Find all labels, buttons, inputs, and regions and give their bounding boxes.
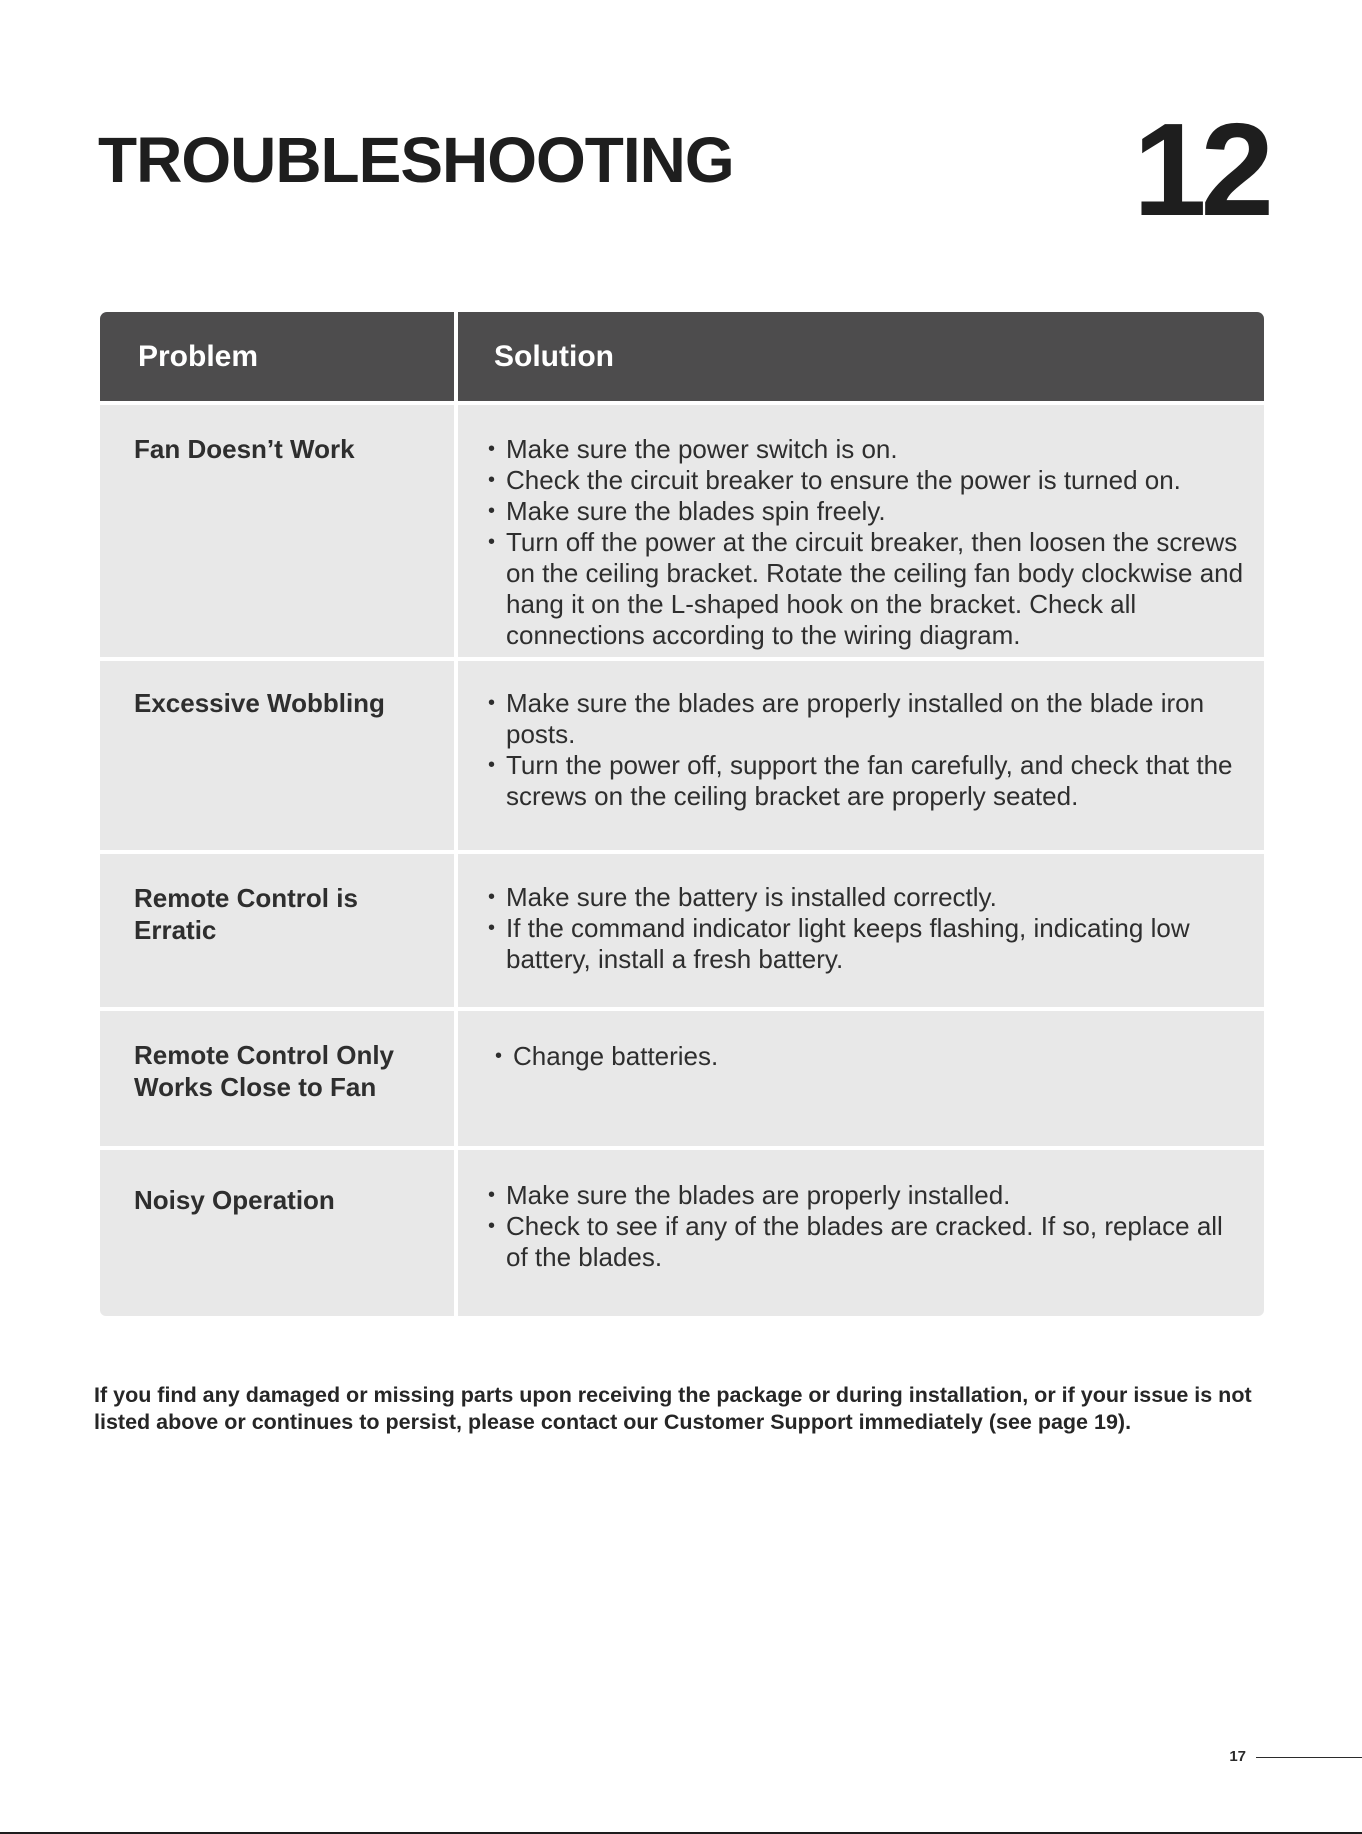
- solution-item: • Check the circuit breaker to ensure the power is turned on.: [488, 465, 1244, 496]
- solution-item: • Turn the power off, support the fan carefully, and check that the screws on the ceiling bracket are properly seated.: [488, 750, 1244, 812]
- solution-item: • Turn off the power at the circuit breaker, then loosen the screws on the ceiling bracket. Rotate the ceiling fan body clockwise and hang it on the L-shaped hook on the bracket. Check all connections according to the wiring diagram.: [488, 527, 1244, 651]
- solution-list: [488, 434, 1244, 651]
- solution-list: [495, 1041, 1244, 1072]
- solution-item: • Change batteries.: [495, 1041, 1244, 1072]
- solution-item: • Make sure the battery is installed correctly.: [488, 882, 1244, 913]
- table-row: [100, 1007, 1264, 1146]
- solution-cell: [458, 405, 1264, 657]
- problem-label: Remote Control is Erratic: [134, 883, 358, 945]
- solution-item: • If the command indicator light keeps flashing, indicating low battery, install a fresh battery.: [488, 913, 1244, 975]
- solution-item: • Make sure the blades are properly installed.: [488, 1180, 1244, 1211]
- table-header: [100, 312, 1264, 401]
- solution-cell: [458, 1011, 1264, 1146]
- table-row: [100, 1146, 1264, 1316]
- page-title: TROUBLESHOOTING: [98, 124, 734, 196]
- solution-cell: [458, 661, 1264, 850]
- problem-cell: [100, 1150, 454, 1316]
- problem-label: Excessive Wobbling: [134, 688, 385, 718]
- solution-cell: [458, 1150, 1264, 1316]
- solution-list: [488, 1180, 1244, 1273]
- table-row: [100, 401, 1264, 657]
- problem-cell: [100, 1011, 454, 1146]
- troubleshooting-table: [100, 312, 1264, 1316]
- table-row: [100, 850, 1264, 1007]
- section-number: 12: [1133, 96, 1268, 243]
- problem-cell: [100, 854, 454, 1007]
- problem-cell: [100, 661, 454, 850]
- problem-label: Fan Doesn’t Work: [134, 434, 355, 464]
- problem-cell: [100, 405, 454, 657]
- solution-item: • Check to see if any of the blades are cracked. If so, replace all of the blades.: [488, 1211, 1244, 1273]
- solution-list: [488, 688, 1244, 812]
- page-number-rule: [1256, 1757, 1362, 1758]
- page-number: 17: [1229, 1748, 1246, 1765]
- table-row: [100, 657, 1264, 850]
- solution-item: • Make sure the blades are properly installed on the blade iron posts.: [488, 688, 1244, 750]
- column-header-problem: Problem: [138, 339, 259, 373]
- problem-label: Noisy Operation: [134, 1185, 335, 1215]
- solution-item: • Make sure the power switch is on.: [488, 434, 1244, 465]
- column-header-solution: Solution: [494, 339, 614, 373]
- solution-cell: [458, 854, 1264, 1007]
- solution-item: • Make sure the blades spin freely.: [488, 496, 1244, 527]
- support-note: If you find any damaged or missing parts upon receiving the package or during installation, or if your issue is not listed above or continues to persist, please contact our Customer Support immediately (see page 19).: [94, 1383, 1252, 1434]
- problem-label: Remote Control Only Works Close to Fan: [134, 1040, 395, 1102]
- solution-list: [488, 882, 1244, 975]
